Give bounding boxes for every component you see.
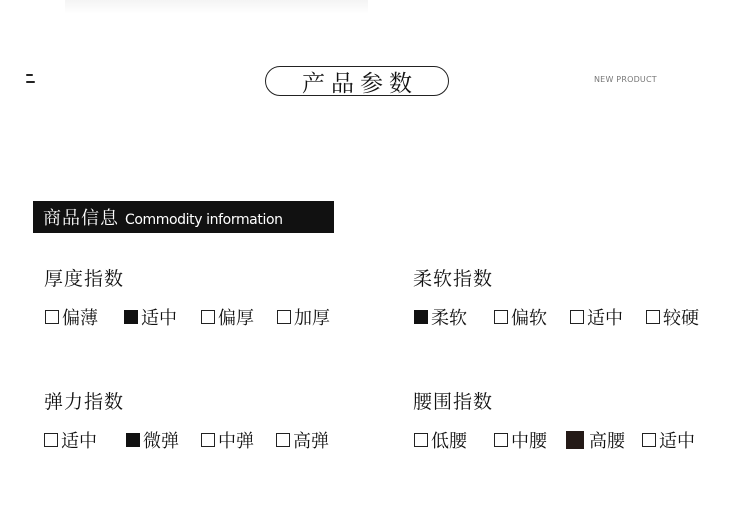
option-label: 加厚 <box>294 308 330 329</box>
option-softness-1[interactable] <box>414 306 467 328</box>
elasticity-group <box>44 387 329 452</box>
option-label: 柔软 <box>431 308 467 329</box>
waist-group <box>413 387 695 452</box>
softness-title: 柔软指数 <box>413 268 494 290</box>
waist-title: 腰围指数 <box>413 391 494 413</box>
option-thickness-2[interactable] <box>124 306 177 328</box>
checkbox-icon[interactable] <box>201 310 215 324</box>
checkbox-icon[interactable] <box>414 433 428 447</box>
checkbox-icon[interactable] <box>566 431 584 449</box>
option-softness-3[interactable] <box>570 306 623 328</box>
section-banner <box>33 201 334 233</box>
checkbox-icon[interactable] <box>646 310 660 324</box>
checkbox-icon[interactable] <box>642 433 656 447</box>
checkbox-icon[interactable] <box>494 433 508 447</box>
page-subtitle: NEW PRODUCT <box>594 75 657 84</box>
option-label: 偏厚 <box>218 308 254 329</box>
option-label: 适中 <box>659 431 695 452</box>
option-label: 偏软 <box>511 308 547 329</box>
option-elasticity-4[interactable] <box>276 429 329 451</box>
softness-group <box>413 264 699 329</box>
option-label: 较硬 <box>663 308 699 329</box>
option-label: 偏薄 <box>62 308 98 329</box>
thickness-title: 厚度指数 <box>44 268 125 290</box>
option-label: 适中 <box>587 308 623 329</box>
option-elasticity-1[interactable] <box>44 429 97 451</box>
checkbox-icon[interactable] <box>570 310 584 324</box>
page-title: 产品参数 <box>265 66 449 96</box>
option-label: 低腰 <box>431 431 467 452</box>
menu-icon[interactable] <box>26 74 35 84</box>
elasticity-title: 弹力指数 <box>44 391 125 413</box>
option-thickness-3[interactable] <box>201 306 254 328</box>
checkbox-icon[interactable] <box>44 433 58 447</box>
top-bar-remnant <box>65 0 368 14</box>
option-label: 微弹 <box>143 431 179 452</box>
option-elasticity-3[interactable] <box>201 429 254 451</box>
option-label: 适中 <box>61 431 97 452</box>
checkbox-icon[interactable] <box>277 310 291 324</box>
option-label: 中弹 <box>218 431 254 452</box>
option-softness-2[interactable] <box>494 306 547 328</box>
option-label: 高弹 <box>293 431 329 452</box>
checkbox-icon[interactable] <box>124 310 138 324</box>
option-waist-2[interactable] <box>494 429 547 451</box>
section-title-en: Commodity information <box>125 212 283 228</box>
option-label: 适中 <box>141 308 177 329</box>
option-thickness-1[interactable] <box>45 306 98 328</box>
option-thickness-4[interactable] <box>277 306 330 328</box>
option-label: 高腰 <box>589 431 625 452</box>
section-title-zh: 商品信息 <box>43 208 119 229</box>
option-label: 中腰 <box>511 431 547 452</box>
checkbox-icon[interactable] <box>494 310 508 324</box>
thickness-group <box>44 264 330 329</box>
checkbox-icon[interactable] <box>45 310 59 324</box>
checkbox-icon[interactable] <box>276 433 290 447</box>
checkbox-icon[interactable] <box>201 433 215 447</box>
checkbox-icon[interactable] <box>126 433 140 447</box>
option-elasticity-2[interactable] <box>126 429 179 451</box>
option-waist-4[interactable] <box>642 429 695 451</box>
checkbox-icon[interactable] <box>414 310 428 324</box>
option-waist-3[interactable] <box>566 429 625 451</box>
option-softness-4[interactable] <box>646 306 699 328</box>
option-waist-1[interactable] <box>414 429 467 451</box>
